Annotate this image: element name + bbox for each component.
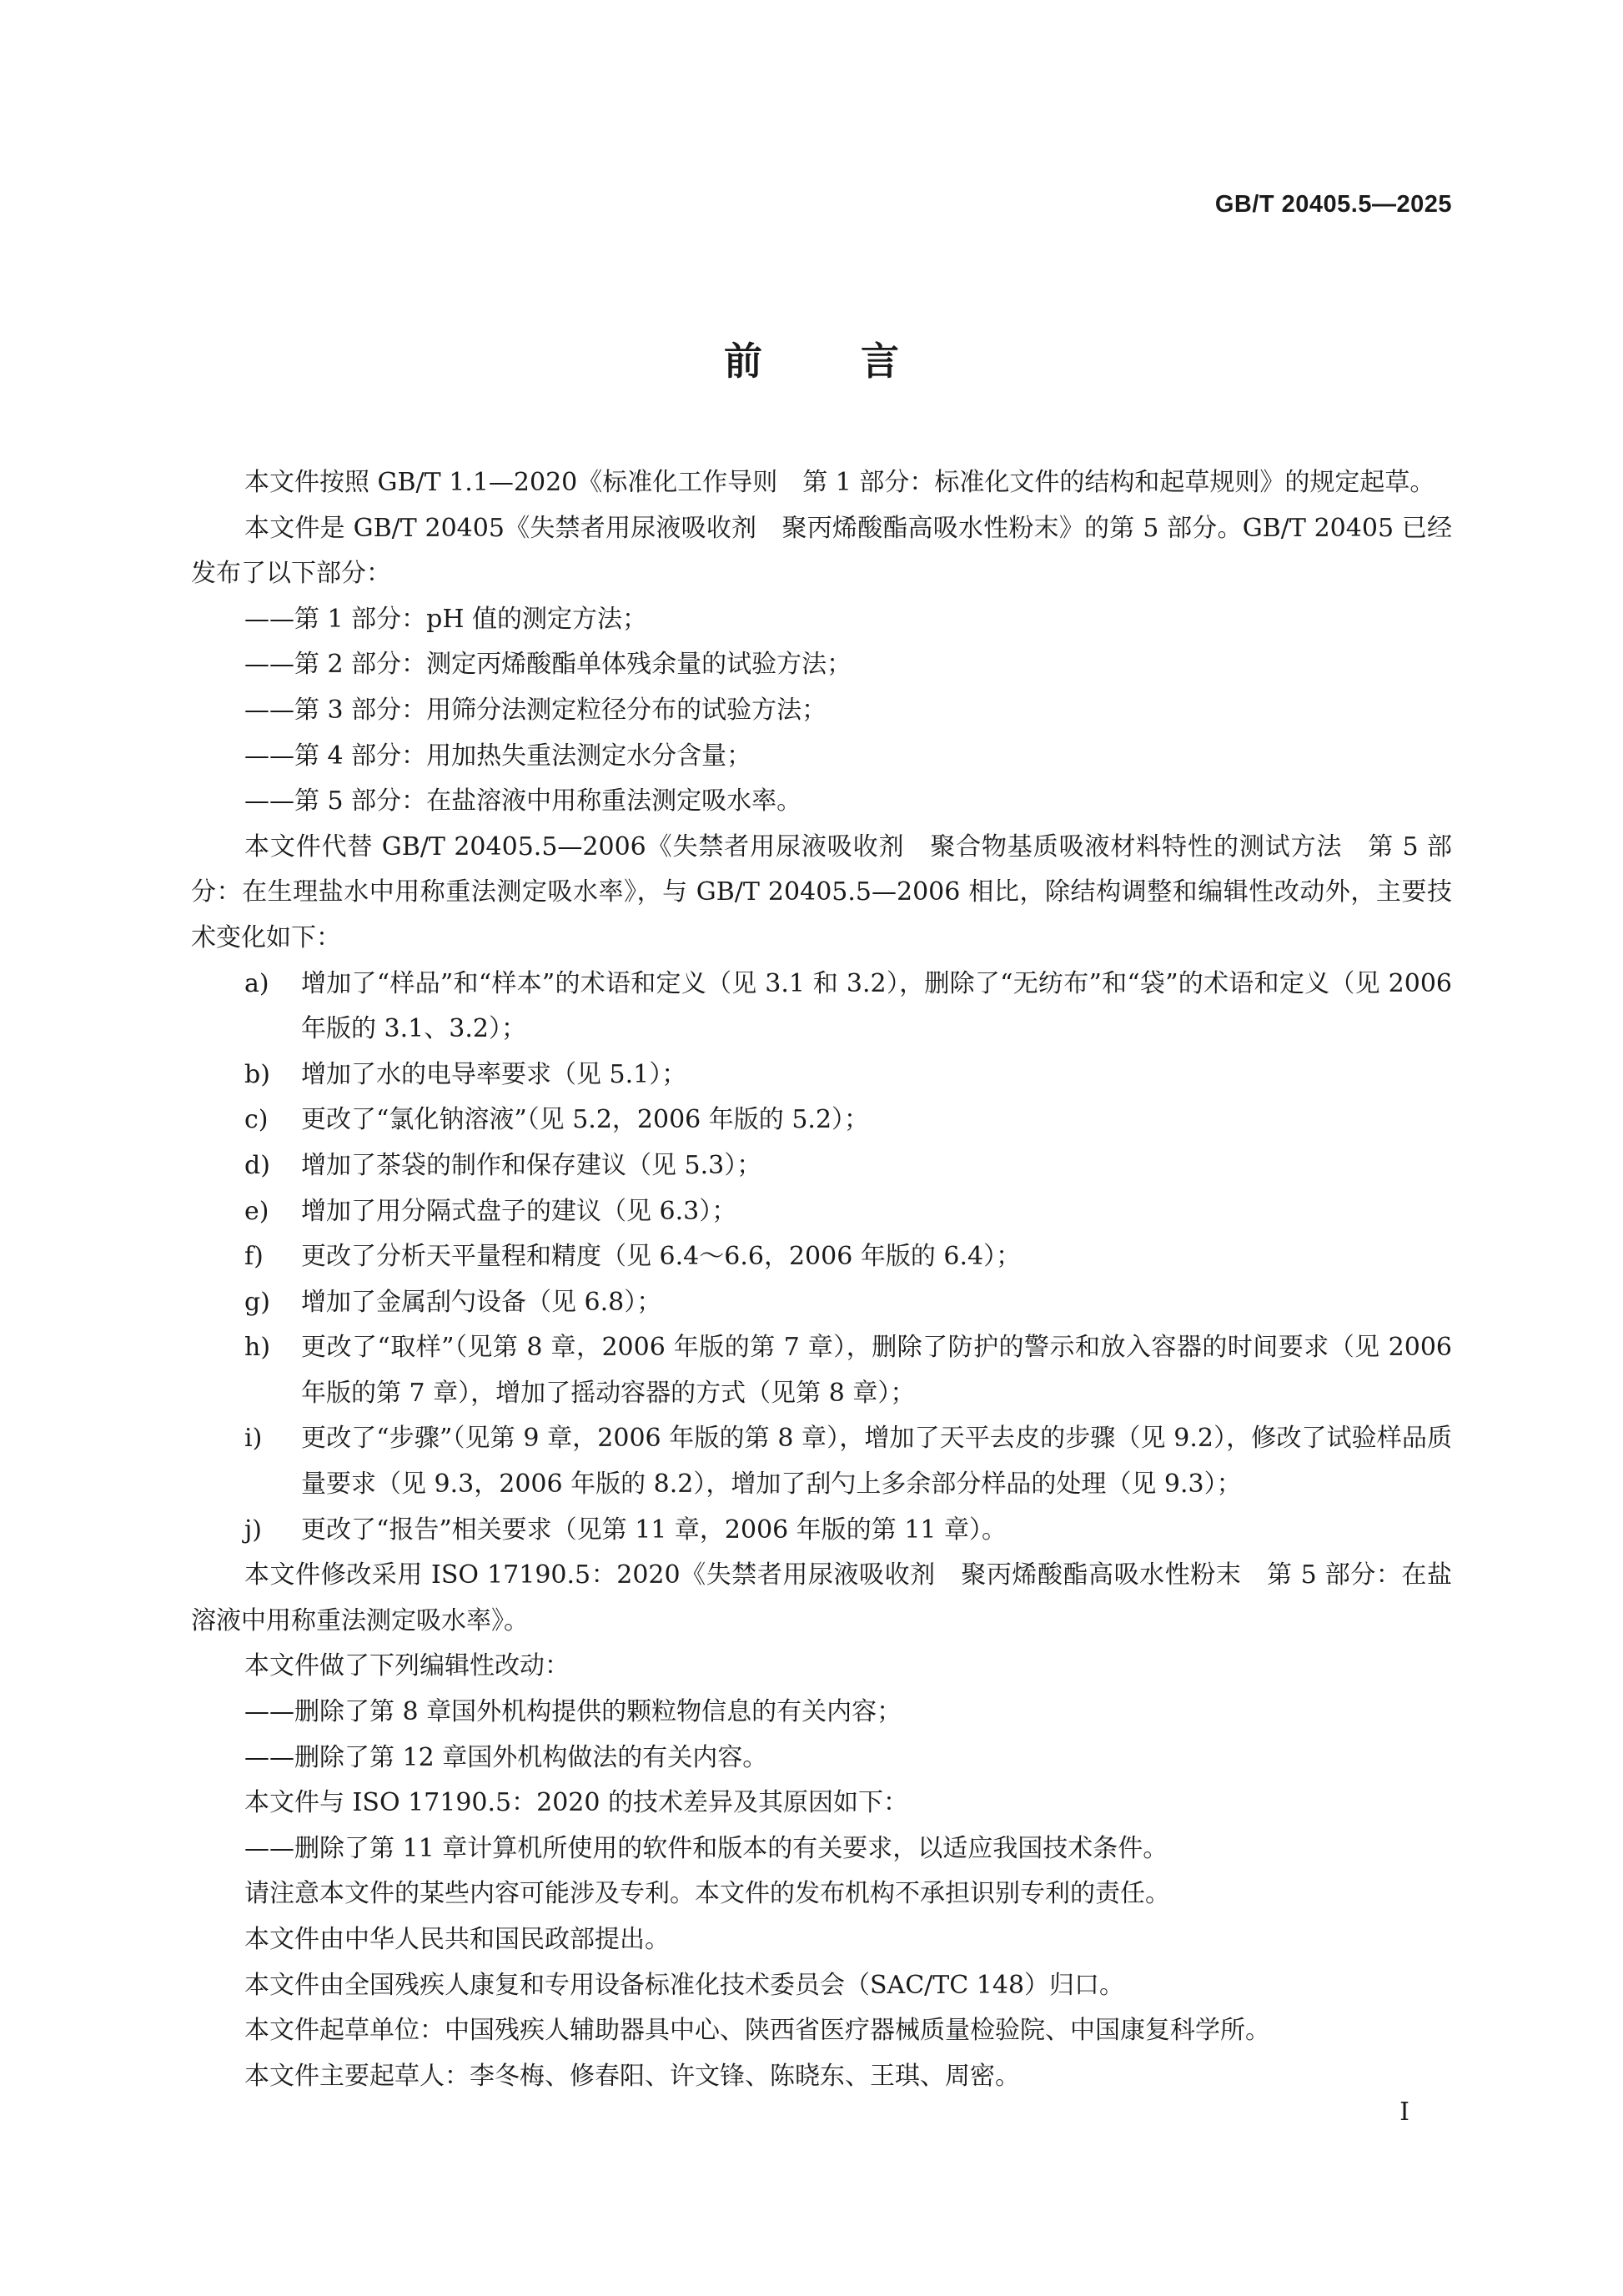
list-item-text: 更改了“报告”相关要求（见第 11 章，2006 年版的第 11 章）。 xyxy=(301,1515,1007,1545)
list-item-change xyxy=(191,1189,1452,1235)
list-item-change xyxy=(191,1416,1452,1507)
list-marker: h) xyxy=(244,1333,271,1363)
paragraph-drafting-basis: 本文件按照 GB/T 1.1—2020《标准化工作导则 第 1 部分：标准化文件的结构和起草规则》的规定起草。 xyxy=(244,468,1435,497)
paragraph-series-intro: 本文件是 GB/T 20405《失禁者用尿液吸收剂 聚丙烯酸酯高吸水性粉末》的第 5 部分。GB/T 20405 已经发布了以下部分： xyxy=(191,513,1452,589)
list-item-change xyxy=(191,1508,1452,1554)
list-item-text: 更改了“取样”（见第 8 章，2006 年版的第 7 章），删除了防护的警示和放入容器的时间要求（见 2006 年版的第 7 章），增加了摇动容器的方式（见第 8 章）； xyxy=(301,1333,1452,1408)
list-item-text: 增加了茶袋的制作和保存建议（见 5.3）； xyxy=(301,1150,762,1180)
list-marker: i) xyxy=(244,1424,263,1454)
paragraph-technical-diff-intro: 本文件与 ISO 17190.5：2020 的技术差异及其原因如下： xyxy=(244,1788,909,1818)
list-item-text: 更改了分析天平量程和精度（见 6.4～6.6，2006 年版的 6.4）； xyxy=(301,1242,1022,1272)
list-item-change xyxy=(191,1053,1452,1098)
list-item-edit: ——删除了第 12 章国外机构做法的有关内容。 xyxy=(244,1742,768,1772)
paragraph-drafting-units: 本文件起草单位：中国残疾人辅助器具中心、陕西省医疗器械质量检验院、中国康复科学所。 xyxy=(244,2016,1270,2046)
list-marker: g) xyxy=(244,1287,270,1317)
list-marker: e) xyxy=(244,1196,269,1226)
list-item-part: ——第 1 部分：pH 值的测定方法； xyxy=(244,604,648,634)
list-marker: a) xyxy=(244,968,269,998)
list-item-part: ——第 5 部分：在盐溶液中用称重法测定吸水率。 xyxy=(244,786,802,816)
list-item-diff: ——删除了第 11 章计算机所使用的软件和版本的有关要求，以适应我国技术条件。 xyxy=(244,1833,1168,1863)
list-item-text: 增加了用分隔式盘子的建议（见 6.3）； xyxy=(301,1196,737,1226)
foreword-body xyxy=(191,460,1452,2099)
page-title: 前言 xyxy=(724,339,997,384)
page-number: I xyxy=(1399,2098,1409,2127)
list-item-text: 增加了水的电导率要求（见 5.1）； xyxy=(301,1059,687,1089)
list-item-change xyxy=(191,1280,1452,1326)
list-item-part: ——第 3 部分：用筛分法测定粒径分布的试验方法； xyxy=(244,695,827,725)
list-item-text: 增加了金属刮勺设备（见 6.8）； xyxy=(301,1287,662,1317)
list-marker: f) xyxy=(244,1242,264,1272)
paragraph-patent-notice: 请注意本文件的某些内容可能涉及专利。本文件的发布机构不承担识别专利的责任。 xyxy=(244,1879,1170,1909)
list-item-text: 更改了“氯化钠溶液”（见 5.2，2006 年版的 5.2）； xyxy=(301,1105,870,1135)
list-item-change xyxy=(191,1143,1452,1189)
list-marker: b) xyxy=(244,1059,270,1089)
list-item-change xyxy=(191,962,1452,1053)
paragraph-iso-adoption: 本文件修改采用 ISO 17190.5：2020《失禁者用尿液吸收剂 聚丙烯酸酯高吸水性粉末 第 5 部分：在盐溶液中用称重法测定吸水率》。 xyxy=(191,1560,1452,1635)
list-item-change xyxy=(191,1098,1452,1143)
list-item-change xyxy=(191,1325,1452,1416)
list-marker: j) xyxy=(244,1515,263,1545)
list-item-edit: ——删除了第 8 章国外机构提供的颗粒物信息的有关内容； xyxy=(244,1697,902,1727)
list-item-change xyxy=(191,1234,1452,1280)
list-marker: d) xyxy=(244,1150,270,1180)
list-item-part: ——第 2 部分：测定丙烯酸酯单体残余量的试验方法； xyxy=(244,650,852,680)
list-marker: c) xyxy=(244,1105,269,1135)
list-item-text: 增加了“样品”和“样本”的术语和定义（见 3.1 和 3.2），删除了“无纺布”和“袋”的术语和定义（见 2006 年版的 3.1、3.2）； xyxy=(301,968,1452,1044)
list-item-text: 更改了“步骤”（见第 9 章，2006 年版的第 8 章），增加了天平去皮的步骤（见 9.2），修改了试验样品质量要求（见 9.3，2006 年版的 8.2），增加了刮勺上多余部分样品的处理（见 9.3）； xyxy=(301,1424,1452,1500)
document-code: GB/T 20405.5—2025 xyxy=(1214,191,1452,218)
paragraph-editorial-intro: 本文件做了下列编辑性改动： xyxy=(244,1651,570,1681)
list-item-part: ——第 4 部分：用加热失重法测定水分含量； xyxy=(244,741,752,771)
paragraph-committee: 本文件由全国残疾人康复和专用设备标准化技术委员会（SAC/TC 148）归口。 xyxy=(244,1970,1125,2000)
paragraph-replacement: 本文件代替 GB/T 20405.5—2006《失禁者用尿液吸收剂 聚合物基质吸液材料特性的测试方法 第 5 部分：在生理盐水中用称重法测定吸水率》，与 GB/T 20405.5—2006 相比，除结构调整和编辑性改动外，主要技术变化如下： xyxy=(191,831,1452,952)
paragraph-drafters: 本文件主要起草人：李冬梅、修春阳、许文锋、陈晓东、王琪、周密。 xyxy=(244,2061,1020,2091)
paragraph-proposer: 本文件由中华人民共和国民政部提出。 xyxy=(244,1925,670,1954)
